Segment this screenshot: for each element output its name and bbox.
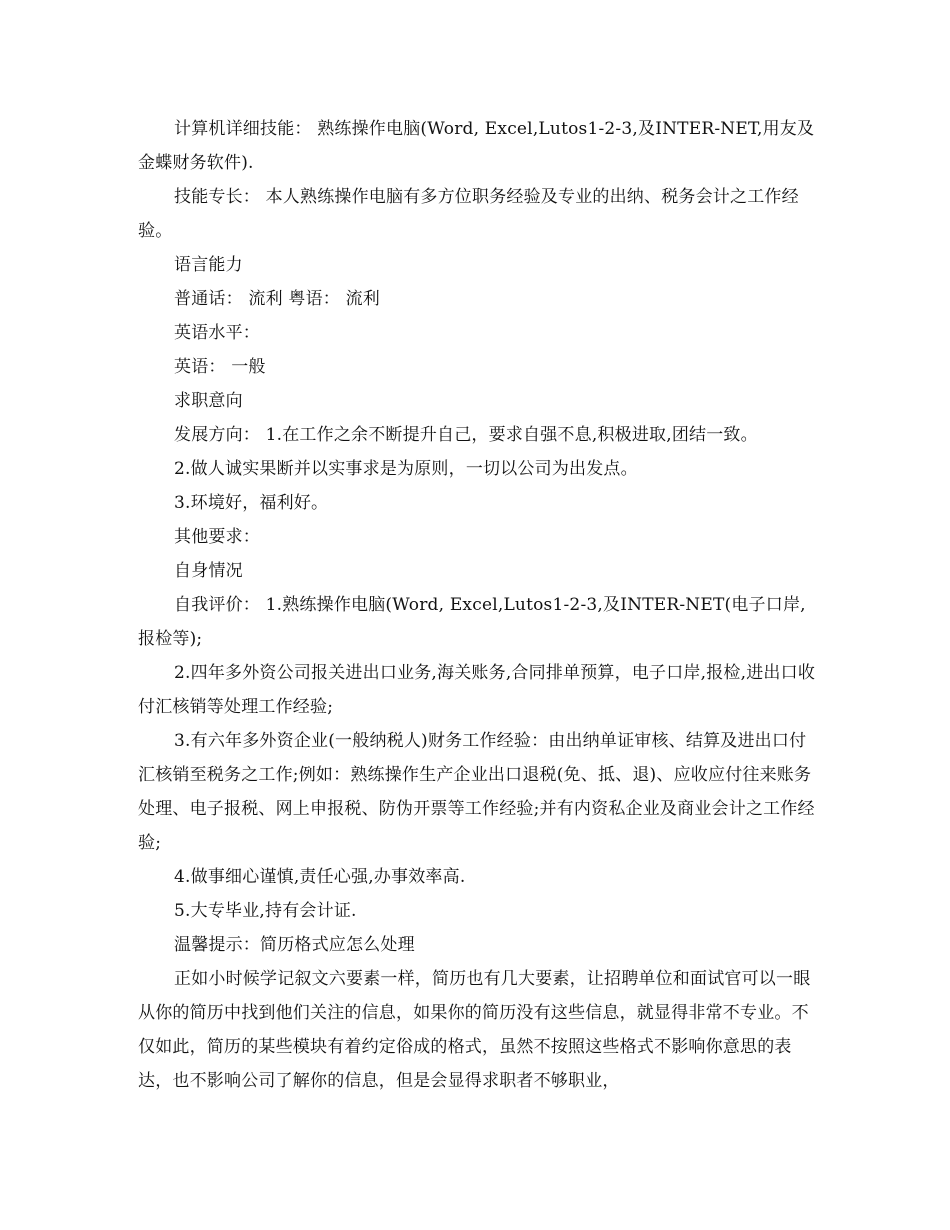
document-body	[138, 112, 818, 1098]
paragraph-english: 英语： 一般	[174, 357, 266, 377]
heading-job-intention: 求职意向	[174, 391, 243, 411]
paragraph-careful: 4.做事细心谨慎,责任心强,办事效率高.	[174, 867, 466, 887]
heading-tips: 温馨提示：简历格式应怎么处理	[174, 935, 415, 955]
paragraph-education: 5.大专毕业,持有会计证.	[174, 901, 357, 921]
paragraph-environment: 3.环境好，福利好。	[174, 493, 329, 513]
heading-self-situation: 自身情况	[174, 561, 243, 581]
paragraph-other-requirements: 其他要求：	[174, 527, 260, 547]
paragraph-finance-experience: 3.有六年多外资企业(一般纳税人)财务工作经验：由出纳单证审核、结算及进出口付汇核销至税务之工作;例如：熟练操作生产企业出口退税(免、抵、退)、应收应付往来账务处理、电子报税、网上申报税、防伪开票等工作经验;并有内资私企业及商业会计之工作经验;	[138, 731, 815, 853]
paragraph-mandarin-cantonese: 普通话： 流利 粤语： 流利	[174, 289, 381, 309]
paragraph-english-level: 英语水平：	[174, 323, 260, 343]
paragraph-development-direction: 发展方向： 1.在工作之余不断提升自己，要求自强不息,积极进取,团结一致。	[174, 425, 758, 445]
paragraph-computer-skills: 计算机详细技能： 熟练操作电脑(Word, Excel,Lutos1-2-3,及INTER-NET,用友及金蝶财务软件).	[138, 119, 815, 173]
heading-language-ability: 语言能力	[174, 255, 243, 275]
paragraph-self-evaluation: 自我评价： 1.熟练操作电脑(Word, Excel,Lutos1-2-3,及INTER-NET(电子口岸,报检等);	[138, 595, 806, 649]
paragraph-honesty: 2.做人诚实果断并以实事求是为原则，一切以公司为出发点。	[174, 459, 638, 479]
paragraph-customs-experience: 2.四年多外资公司报关进出口业务,海关账务,合同排单预算，电子口岸,报检,进出口收付汇核销等处理工作经验;	[138, 663, 816, 717]
paragraph-resume-format: 正如小时候学记叙文六要素一样，简历也有几大要素，让招聘单位和面试官可以一眼从你的简历中找到他们关注的信息，如果你的简历没有这些信息，就显得非常不专业。不仅如此，简历的某些模块有着约定俗成的格式，虽然不按照这些格式不影响你意思的表达，也不影响公司了解你的信息，但是会显得求职者不够职业，	[138, 969, 811, 1091]
paragraph-skill-specialty: 技能专长： 本人熟练操作电脑有多方位职务经验及专业的出纳、税务会计之工作经验。	[138, 187, 799, 241]
